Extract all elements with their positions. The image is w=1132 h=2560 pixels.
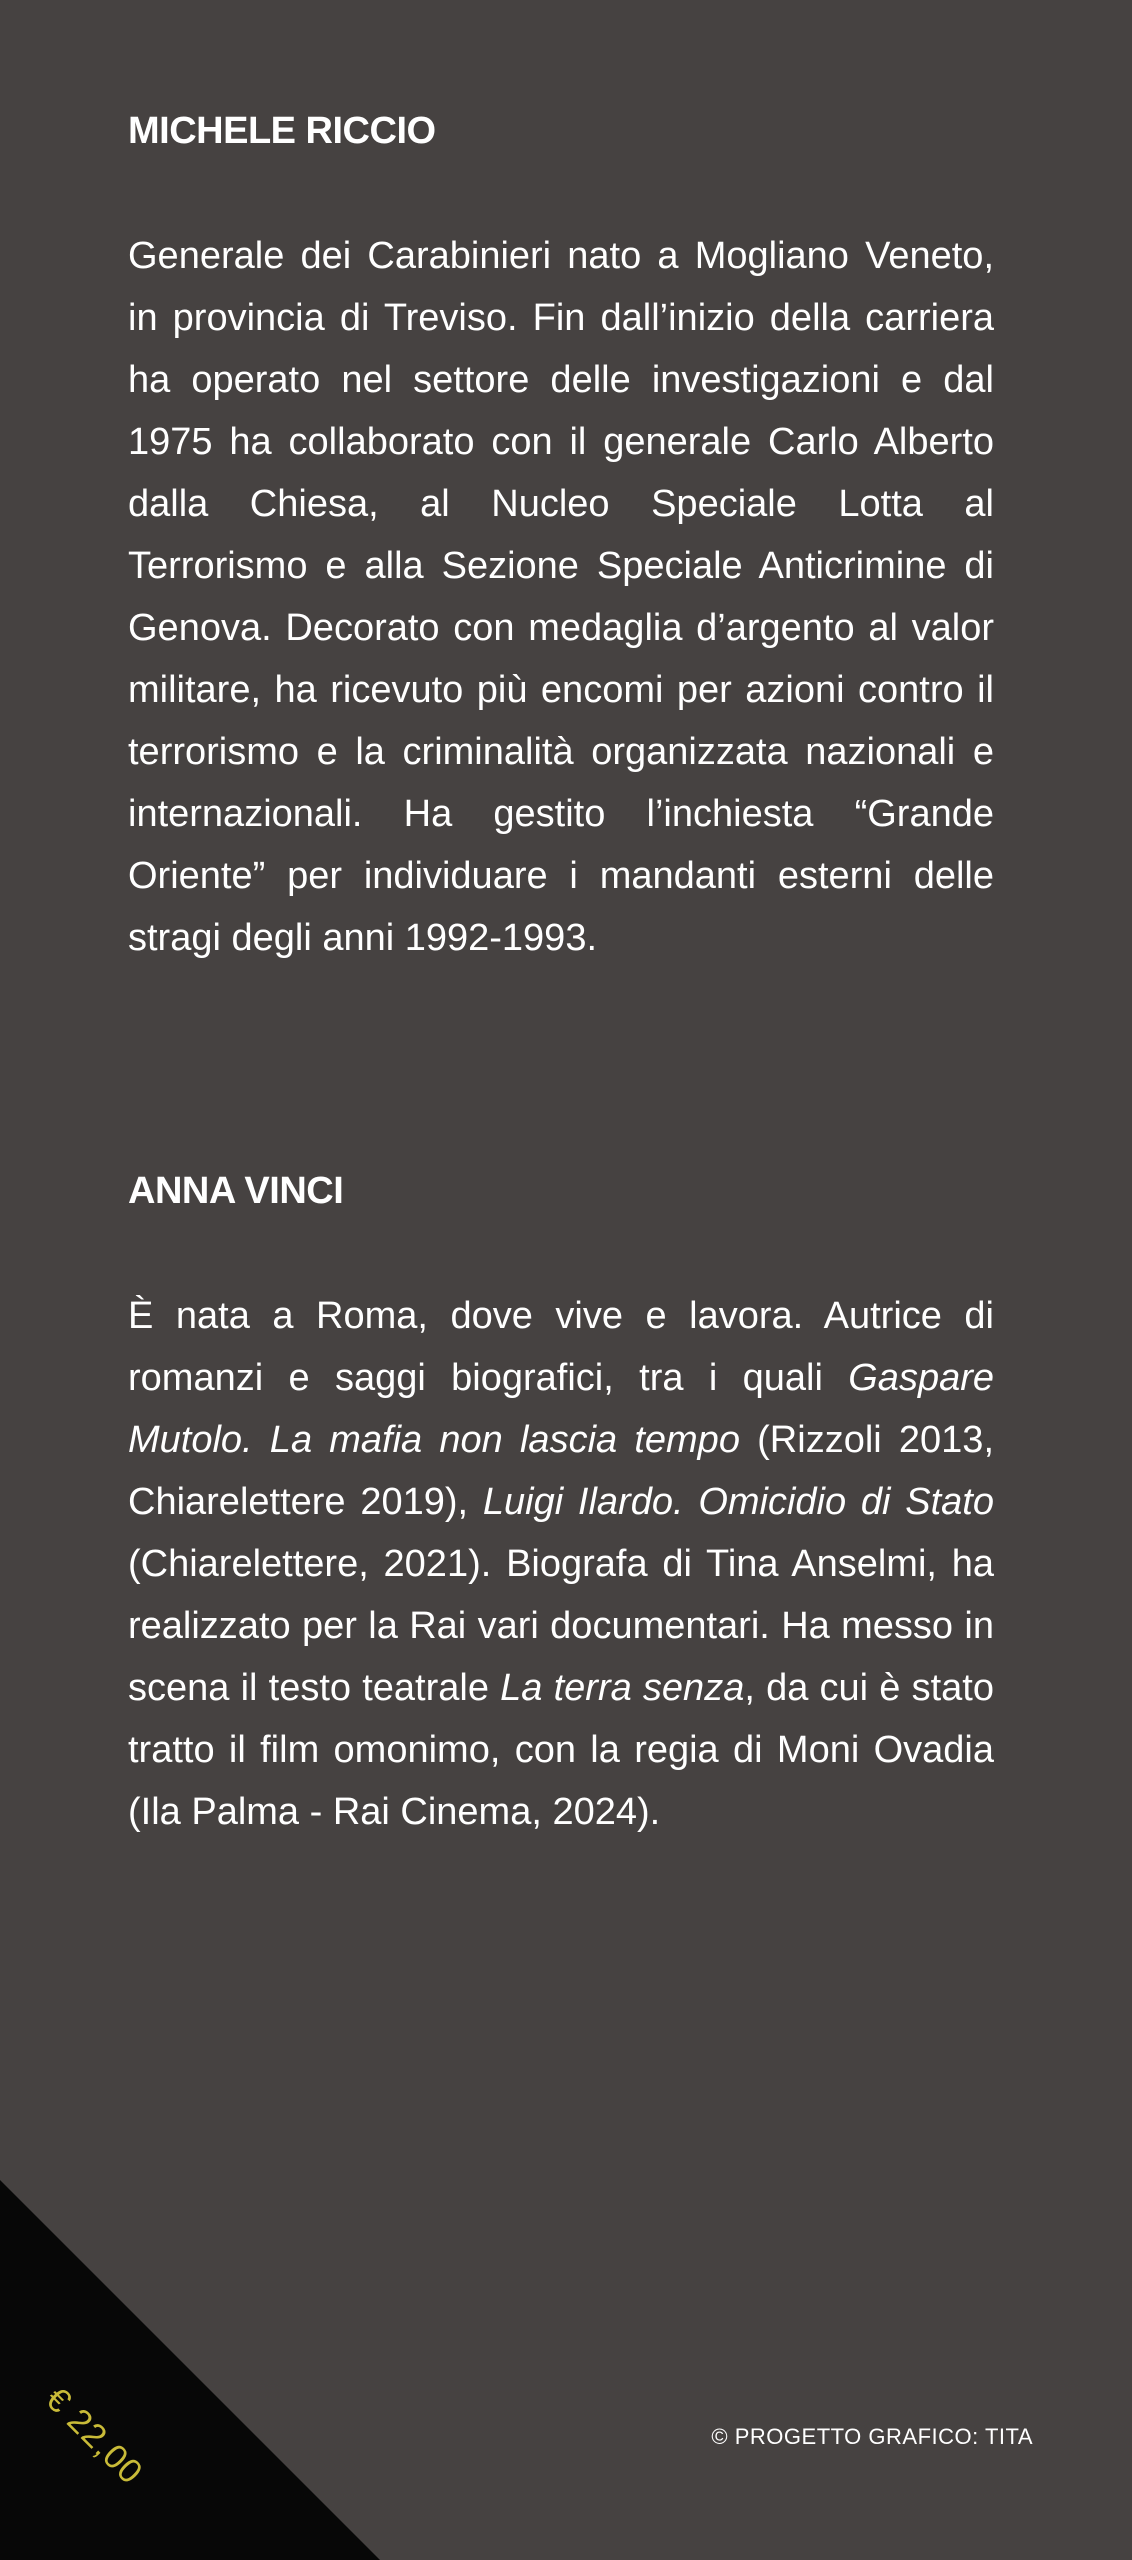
design-credit: © PROGETTO GRAFICO: TITA xyxy=(711,2424,1033,2449)
bio-segment: , da cui è stato tratto il film omonimo, con la regia di Moni Ovadia (Ila Palma - Rai Cinema, 2024). xyxy=(128,1667,994,1833)
play-title: La terra senza xyxy=(500,1667,745,1709)
author-name-vinci: ANNA VINCI xyxy=(128,1170,344,1212)
price-label: € 22,00 xyxy=(38,2380,151,2493)
bio-segment: È nata a Roma, dove vive e lavora. Autrice di romanzi e saggi biografici, tra i quali xyxy=(128,1295,994,1399)
book-title: Gaspare Mutolo. La mafia non lascia tempo xyxy=(128,1357,994,1461)
bio-segment: Generale dei Carabinieri nato a Mogliano Veneto, in provincia di Treviso. Fin dall’inizio della carriera ha operato nel settore delle investigazioni e dal 1975 ha collaborato con il generale Carlo Alberto dalla Chiesa, al Nucleo Speciale Lotta al Terrorismo e alla Sezione Speciale Anticrimine di Genova. Decorato con medaglia d’argento al valor militare, ha ricevuto più encomi per azioni contro il terrorismo e la criminalità organizzata nazionali e internazionali. Ha gestito l’inchiesta “Grande Oriente” per individuare i mandanti esterni delle stragi degli anni 1992-1993. xyxy=(128,235,994,959)
bio-segment: (Rizzoli 2013, Chiarelettere 2019), xyxy=(128,1419,994,1523)
author-name-riccio: MICHELE RICCIO xyxy=(128,110,436,152)
author-bio-vinci xyxy=(128,1285,994,1843)
corner-triangle xyxy=(0,2180,380,2560)
author-bio-riccio xyxy=(128,225,994,969)
bio-segment: (Chiarelettere, 2021). Biografa di Tina Anselmi, ha realizzato per la Rai vari documentari. Ha messo in scena il testo teatrale xyxy=(128,1543,994,1709)
book-title: Luigi Ilardo. Omicidio di Stato xyxy=(482,1481,994,1523)
